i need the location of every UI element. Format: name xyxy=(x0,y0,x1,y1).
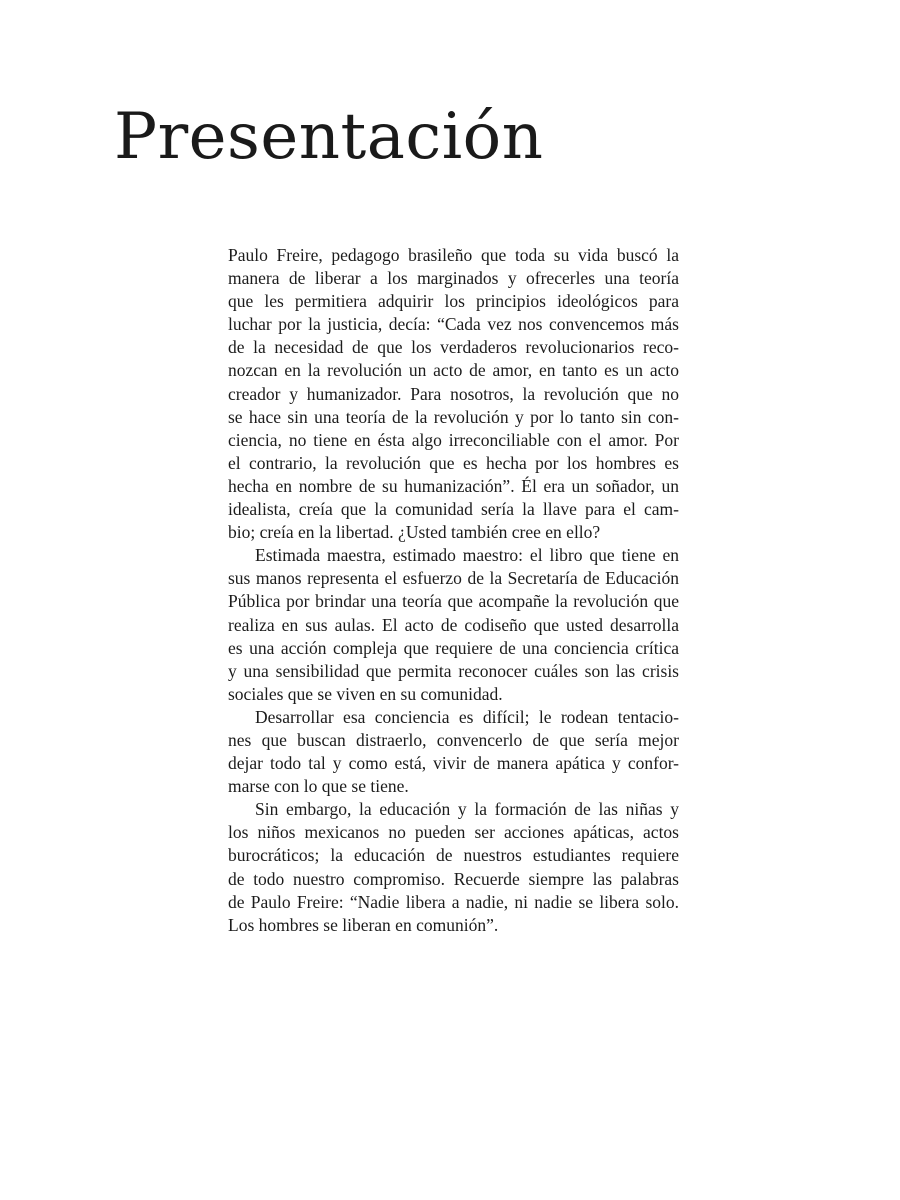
text-line: Desarrollar esa conciencia es difícil; le rodean tentacio- xyxy=(255,706,679,727)
text-line: nes que buscan distraerlo, convencerlo de que sería mejor xyxy=(228,729,679,750)
body-text xyxy=(228,244,679,937)
paragraph-1 xyxy=(228,244,679,544)
text-line: Pública por brindar una teoría que acompañe la revolución que xyxy=(228,591,679,612)
page-title: Presentación xyxy=(114,100,544,174)
text-line: de la necesidad de que los verdaderos revolucionarios reco- xyxy=(228,337,679,358)
text-line: de Paulo Freire: “Nadie libera a nadie, ni nadie se libera solo. xyxy=(228,891,679,912)
text-line: sociales que se viven en su comunidad. xyxy=(228,683,503,704)
text-line: sus manos representa el esfuerzo de la Secretaría de Educación xyxy=(228,568,679,589)
text-line: idealista, creía que la comunidad sería la llave para el cam- xyxy=(228,499,679,520)
text-line: se hace sin una teoría de la revolución y por lo tanto sin con- xyxy=(228,406,679,427)
text-line: que les permitiera adquirir los principios ideológicos para xyxy=(228,291,679,312)
text-line: burocráticos; la educación de nuestros estudiantes requiere xyxy=(228,845,679,866)
text-line: el contrario, la revolución que es hecha por los hombres es xyxy=(228,452,679,473)
text-line: es una acción compleja que requiere de una conciencia crítica xyxy=(228,637,679,658)
text-line: marse con lo que se tiene. xyxy=(228,776,409,797)
text-line: los niños mexicanos no pueden ser acciones apáticas, actos xyxy=(228,822,679,843)
text-line: hecha en nombre de su humanización”. Él era un soñador, un xyxy=(228,475,679,496)
text-line: creador y humanizador. Para nosotros, la revolución que no xyxy=(228,383,679,404)
text-line: realiza en sus aulas. El acto de codiseño que usted desarrolla xyxy=(228,614,679,635)
paragraph-2 xyxy=(228,544,679,706)
text-line: Paulo Freire, pedagogo brasileño que toda su vida buscó la xyxy=(228,245,679,265)
text-line: Los hombres se liberan en comunión”. xyxy=(228,914,499,935)
text-line: bio; creía en la libertad. ¿Usted también cree en ello? xyxy=(228,522,601,543)
paragraph-3 xyxy=(228,706,679,798)
text-line: Estimada maestra, estimado maestro: el libro que tiene en xyxy=(255,545,679,566)
text-line: manera de liberar a los marginados y ofrecerles una teoría xyxy=(228,268,679,289)
text-line: ciencia, no tiene en ésta algo irreconciliable con el amor. Por xyxy=(228,429,679,450)
paragraph-4 xyxy=(228,798,679,937)
text-line: y una sensibilidad que permita reconocer cuáles son las crisis xyxy=(228,660,679,681)
text-line: dejar todo tal y como está, vivir de manera apática y confor- xyxy=(228,753,679,774)
text-line: Sin embargo, la educación y la formación de las niñas y xyxy=(255,799,679,820)
text-line: de todo nuestro compromiso. Recuerde siempre las palabras xyxy=(228,868,679,889)
text-line: luchar por la justicia, decía: “Cada vez nos convencemos más xyxy=(228,314,679,335)
text-line: nozcan en la revolución un acto de amor, en tanto es un acto xyxy=(228,360,679,381)
